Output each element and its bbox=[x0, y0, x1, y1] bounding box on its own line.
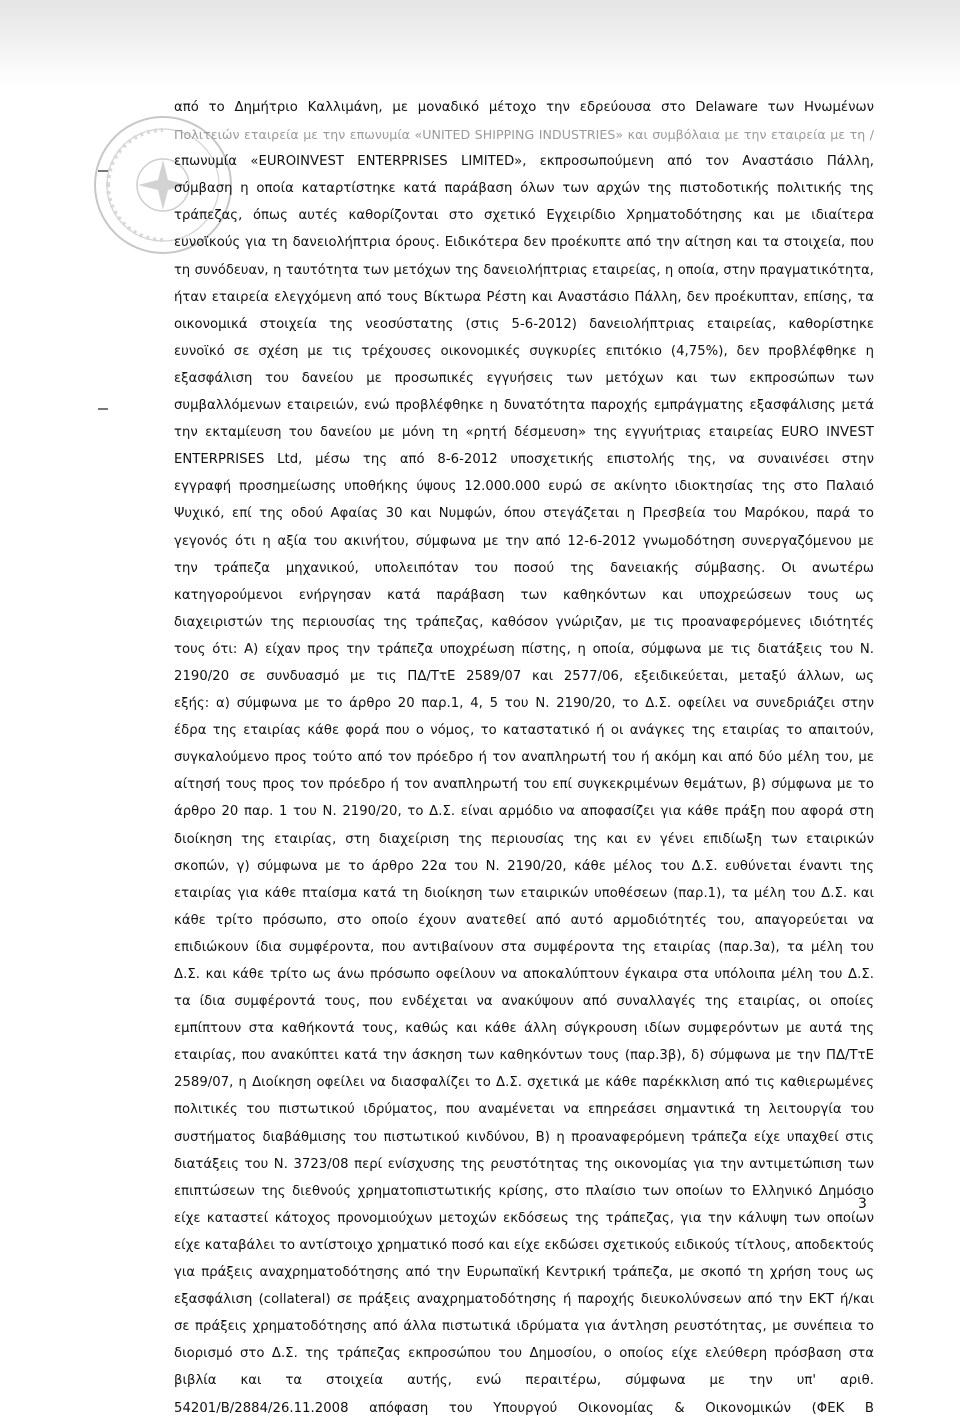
text-line: τα ίδια συμφέροντά τους, που ενδέχεται να ανακύψουν από συναλλαγές της εταιρίας, οι οποίες bbox=[174, 994, 874, 1010]
text-line: 54201/Β/2884/26.11.2008 απόφαση του Υπουργού Οικονομίας & Οικονομικών (ΦΕΚ Β bbox=[174, 1400, 874, 1416]
text-line: συμβαλλόμενων εταιρειών, ενώ προβλέφθηκε η δυνατότητα παροχής εμπράγματης εξασφάλισης μετά bbox=[174, 398, 874, 414]
text-line: σκοπών, γ) σύμφωνα με το άρθρο 22α του Ν. 2190/20, κάθε μέλος του Δ.Σ. ευθύνεται έναντι της bbox=[174, 858, 874, 874]
text-line: αίτησή τους προς τον πρόεδρο ή τον αναπληρωτή του επί συγκεκριμένων θεμάτων, β) σύμφωνα με το bbox=[174, 777, 874, 793]
text-line: ευνοϊκό σε σχέση με τις τρέχουσες οικονομικές συγκυρίες επιτόκιο (4,75%), δεν προβλέφθηκε η bbox=[174, 343, 874, 359]
text-line: από το Δημήτριο Καλλιμάνη, με μοναδικό μέτοχο την εδρεύουσα στο Delaware των Ηνωμένων bbox=[174, 100, 874, 115]
margin-mark bbox=[98, 408, 108, 410]
text-line: εξασφάλιση του δανείου με προσωπικές εγγυήσεις των μετόχων και των εκπροσώπων των bbox=[174, 370, 874, 386]
page-number: 3 bbox=[858, 1196, 867, 1212]
text-line: επωνυμία «EUROINVEST ENTERPRISES LIMITED», εκπροσωπούμενη από τον Αναστάσιο Πάλλη, bbox=[174, 154, 874, 170]
text-line: γεγονός ότι η αξία του ακινήτου, σύμφωνα με την από 12-6-2012 γνωμοδότηση συνεργαζόμενου με bbox=[174, 533, 874, 549]
text-line: κατηγορούμενοι ενήργησαν κατά παράβαση των καθηκόντων και υποχρεώσεων τους ως bbox=[174, 587, 874, 603]
text-line: εταιρίας, που ανακύπτει κατά την άσκηση των καθηκόντων τους (παρ.3β), δ) σύμφωνα με την ΠΔ/ΤτΕ bbox=[174, 1048, 874, 1064]
text-line: τη συνόδευαν, η ταυτότητα των μετόχων της δανειολήπτριας εταιρείας, η οποία, στην πραγματικότητα, bbox=[174, 262, 874, 278]
text-line: την εκταμίευση του δανείου με μόνη τη «ρητή δέσμευση» της εγγυήτριας εταιρείας EURO INVEST bbox=[174, 425, 874, 441]
text-line: ήταν εταιρεία ελεγχόμενη από τους Βίκτωρα Ρέστη και Αναστάσιο Πάλλη, δεν προέκυπταν, επίσης, τα bbox=[174, 289, 874, 305]
text-line: εταιρίας για κάθε πταίσμα κατά τη διοίκηση των εταιρικών υποθέσεων (παρ.1), τα μέλη του Δ.Σ. και bbox=[174, 885, 874, 901]
text-line: είχε καταστεί κάτοχος προνομιούχων μετοχών εκδόσεως της τράπεζας, για την κάλυψη των οποίων bbox=[174, 1210, 874, 1226]
text-line: ευνοϊκούς για τη δανειολήπτρια όρους. Ειδικότερα δεν προέκυπτε από την αίτηση και τα στοιχεία, που bbox=[174, 235, 874, 251]
text-line: για πράξεις αναχρηματοδότησης από την Ευρωπαϊκή Κεντρική τράπεζα, με σκοπό τη χρήση τους ως bbox=[174, 1265, 874, 1281]
text-line: την τράπεζα μηχανικού, υπολειπόταν του ποσού της δανειακής σύμβασης. Οι ανωτέρω bbox=[174, 560, 874, 576]
text-line: βιβλία και τα στοιχεία αυτής, ενώ περαιτέρω, σύμφωνα με την υπ' αριθ. bbox=[174, 1373, 874, 1389]
text-line: οικονομικά στοιχεία της νεοσύστατης (στις 5-6-2012) δανειολήπτριας εταιρείας, καθορίστηκε bbox=[174, 316, 874, 332]
text-line: πολιτικές του πιστωτικού ιδρύματος, που αναμένεται να επηρεάσει σημαντικά τη λειτουργία του bbox=[174, 1102, 874, 1118]
text-line: Ψυχικό, επί της οδού Αφαίας 30 και Νυμφών, όπου στεγάζεται η Πρεσβεία του Μαρόκου, παρά το bbox=[174, 506, 874, 522]
text-line: Πολιτειών εταιρεία με την επωνυμία «UNITED SHIPPING INDUSTRIES» και συμβόλαια με την εταιρεία με τη / bbox=[174, 127, 874, 143]
text-line: διατάξεις του Ν. 3723/08 περί ενίσχυσης της ρευστότητας της οικονομίας για την αντιμετώπιση των bbox=[174, 1156, 874, 1172]
text-line: ENTERPRISES Ltd, μέσω της από 8-6-2012 υποσχετικής επιστολής της, να συναινέσει στην bbox=[174, 452, 874, 468]
text-line: τράπεζας, όπως αυτές καθορίζονται στο σχετικό Εγχειρίδιο Χρηματοδότησης και με ιδιαίτερα bbox=[174, 208, 874, 224]
text-line: διαχειριστών της περιουσίας της τράπεζας, καθόσον γνώριζαν, με τις προαναφερόμενες ιδιότητές bbox=[174, 614, 874, 630]
text-line: συστήματος διαβάθμισης του πιστωτικού κινδύνου, Β) η προαναφερόμενη τράπεζα είχε υπαχθεί στις bbox=[174, 1129, 874, 1145]
margin-mark bbox=[98, 170, 108, 172]
text-line: είχε καταβάλει το αντίστοιχο χρηματικό ποσό και είχε εκδώσει σχετικούς ειδικούς τίτλους, αποδεκτούς bbox=[174, 1237, 874, 1253]
text-line: σε πράξεις χρηματοδότησης από άλλα πιστωτικά ιδρύματα για άντληση ρευστότητας, με συνέπεια το bbox=[174, 1319, 874, 1335]
text-line: κάθε τρίτο πρόσωπο, στο οποίο έχουν ανατεθεί από αυτό αρμοδιότητές του, απαγορεύεται να bbox=[174, 912, 874, 928]
text-line: επιδιώκουν ίδια συμφέροντα, που αντιβαίνουν στα συμφέροντα της εταιρίας (παρ.3α), τα μέλη του bbox=[174, 939, 874, 955]
text-line: διοίκηση της εταιρίας, στη διαχείριση της περιουσίας της και εν γένει επιδίωξη των εταιρικών bbox=[174, 831, 874, 847]
text-line: σύμβαση η οποία καταρτίστηκε κατά παράβαση όλων των αρχών της πιστοδοτικής πολιτικής της bbox=[174, 181, 874, 197]
text-line: Δ.Σ. και κάθε τρίτο ως άνω πρόσωπο οφείλουν να αποκαλύπτουν έγκαιρα στα υπόλοιπα μέλη του Δ.Σ. bbox=[174, 967, 874, 982]
text-line: διορισμό στο Δ.Σ. της τράπεζας εκπροσώπου του Δημοσίου, ο οποίος είχε ελεύθερη πρόσβαση στα bbox=[174, 1346, 874, 1362]
text-line: 2589/07, η Διοίκηση οφείλει να διασφαλίζει το Δ.Σ. σχετικά με κάθε παρέκκλιση από τις καθιερωμένες bbox=[174, 1075, 874, 1091]
text-line: συγκαλούμενο προς τούτο από τον πρόεδρο ή τον αναπληρωτή του ή ακόμη και από δύο μέλη του, με bbox=[174, 750, 874, 766]
text-line: άρθρο 20 παρ. 1 του Ν. 2190/20, το Δ.Σ. είναι αρμόδιο να αποφασίζει για κάθε πράξη που αφορά στη bbox=[174, 804, 874, 820]
scan-shadow bbox=[0, 0, 960, 90]
text-line: εγγραφή προσημείωσης υποθήκης ύψους 12.000.000 ευρώ σε ακίνητο ιδιοκτησίας της στο Παλαιό bbox=[174, 479, 874, 495]
text-line: έδρα της εταιρίας κάθε φορά που ο νόμος, το καταστατικό ή οι ανάγκες της εταιρίας το απαιτούν, bbox=[174, 723, 874, 739]
document-body bbox=[174, 94, 874, 1422]
text-line: εμπίπτουν στα καθήκοντά τους, καθώς και κάθε άλλη σύγκρουση ιδίων συμφερόντων με αυτά της bbox=[174, 1021, 874, 1037]
text-line: τους ότι: Α) είχαν προς την τράπεζα υποχρέωση πίστης, η οποία, σύμφωνα με τις διατάξεις του Ν. bbox=[174, 641, 874, 657]
text-line: επιπτώσεων της διεθνούς χρηματοπιστωτικής κρίσης, στο πλαίσιο των οποίων το Ελληνικό Δημόσιο bbox=[174, 1183, 874, 1199]
text-line: 2190/20 σε συνδυασμό με τις ΠΔ/ΤτΕ 2589/07 και 2577/06, εξειδικεύεται, μεταξύ άλλων, ως bbox=[174, 668, 874, 684]
text-line: εξής: α) σύμφωνα με το άρθρο 20 παρ.1, 4, 5 του Ν. 2190/20, το Δ.Σ. οφείλει να συνεδριάζει στην bbox=[174, 696, 874, 712]
text-line: εξασφάλιση (collateral) σε πράξεις αναχρηματοδότησης ή παροχής διευκολύνσεων από την ΕΚΤ ή/και bbox=[174, 1292, 874, 1308]
